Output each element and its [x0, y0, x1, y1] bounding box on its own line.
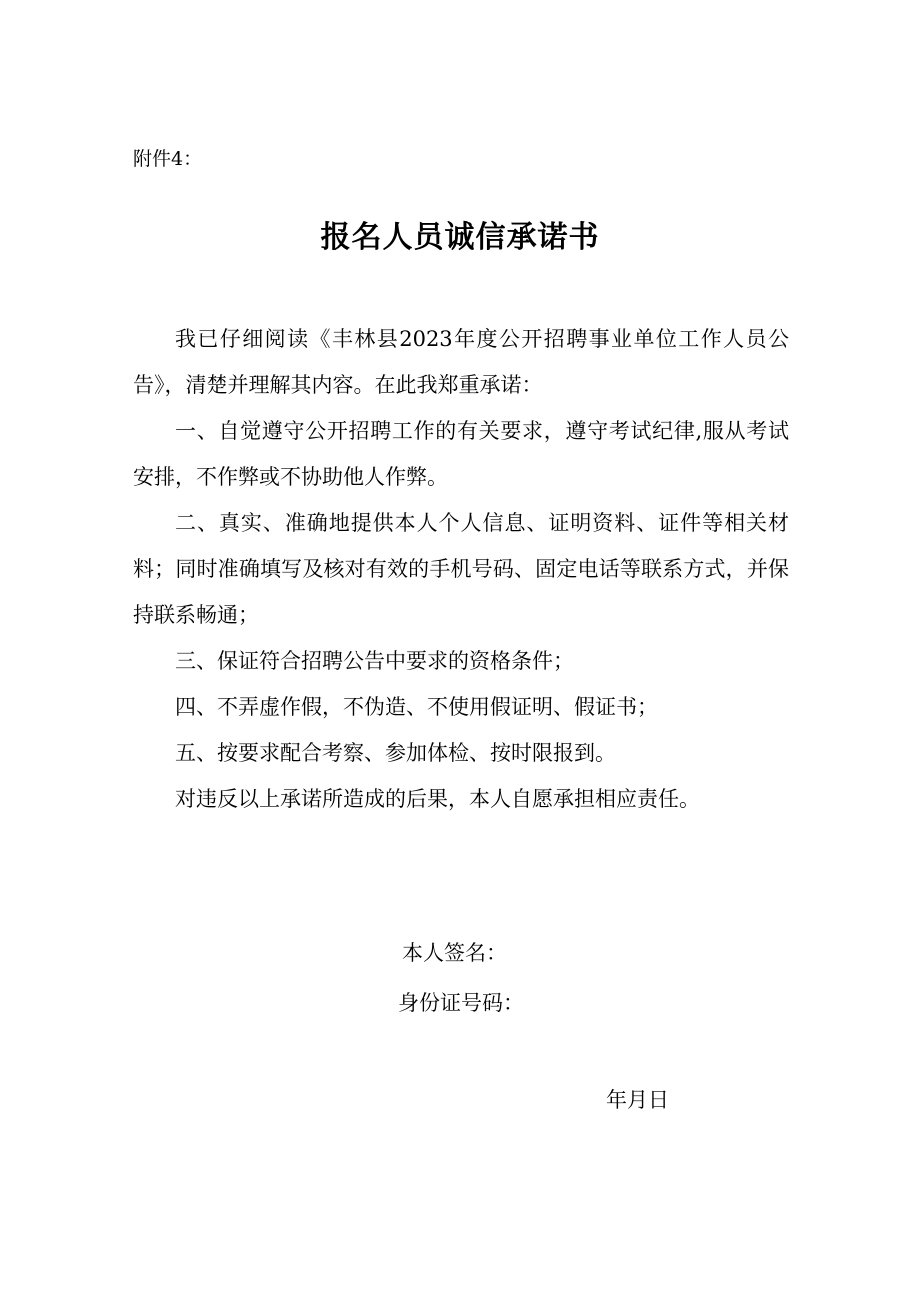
pledge-item-4: 四、不弄虚作假，不伪造、不使用假证明、假证书； — [175, 695, 658, 719]
pledge-item-2: 二、真实、准确地提供本人个人信息、证明资料、证件等相关材料；同时准确填写及核对有效的手机号码、固定电话等联系方式，并保持联系畅通； — [133, 511, 789, 627]
intro-paragraph: 我已仔细阅读《丰林县2023年度公开招聘事业单位工作人员公告》，清楚并理解其内容。在此我郑重承诺： — [133, 327, 789, 397]
signature-label: 本人签名： — [402, 941, 507, 965]
pledge-item-1: 一、自觉遵守公开招聘工作的有关要求，遵守考试纪律,服从考试安排，不作弊或不协助他人作弊。 — [133, 419, 789, 489]
pledge-item-5: 五、按要求配合考察、参加体检、按时限报到。 — [175, 741, 616, 765]
pledge-item-3: 三、保证符合招聘公告中要求的资格条件； — [175, 649, 574, 673]
attachment-label: 附件4： — [133, 148, 203, 170]
responsibility-statement: 对违反以上承诺所造成的后果，本人自愿承担相应责任。 — [175, 787, 700, 811]
date-label: 年月日 — [606, 1088, 669, 1112]
id-number-label: 身份证号码： — [398, 991, 524, 1015]
document-body — [133, 316, 789, 822]
document-title: 报名人员诚信承诺书 — [320, 220, 600, 255]
